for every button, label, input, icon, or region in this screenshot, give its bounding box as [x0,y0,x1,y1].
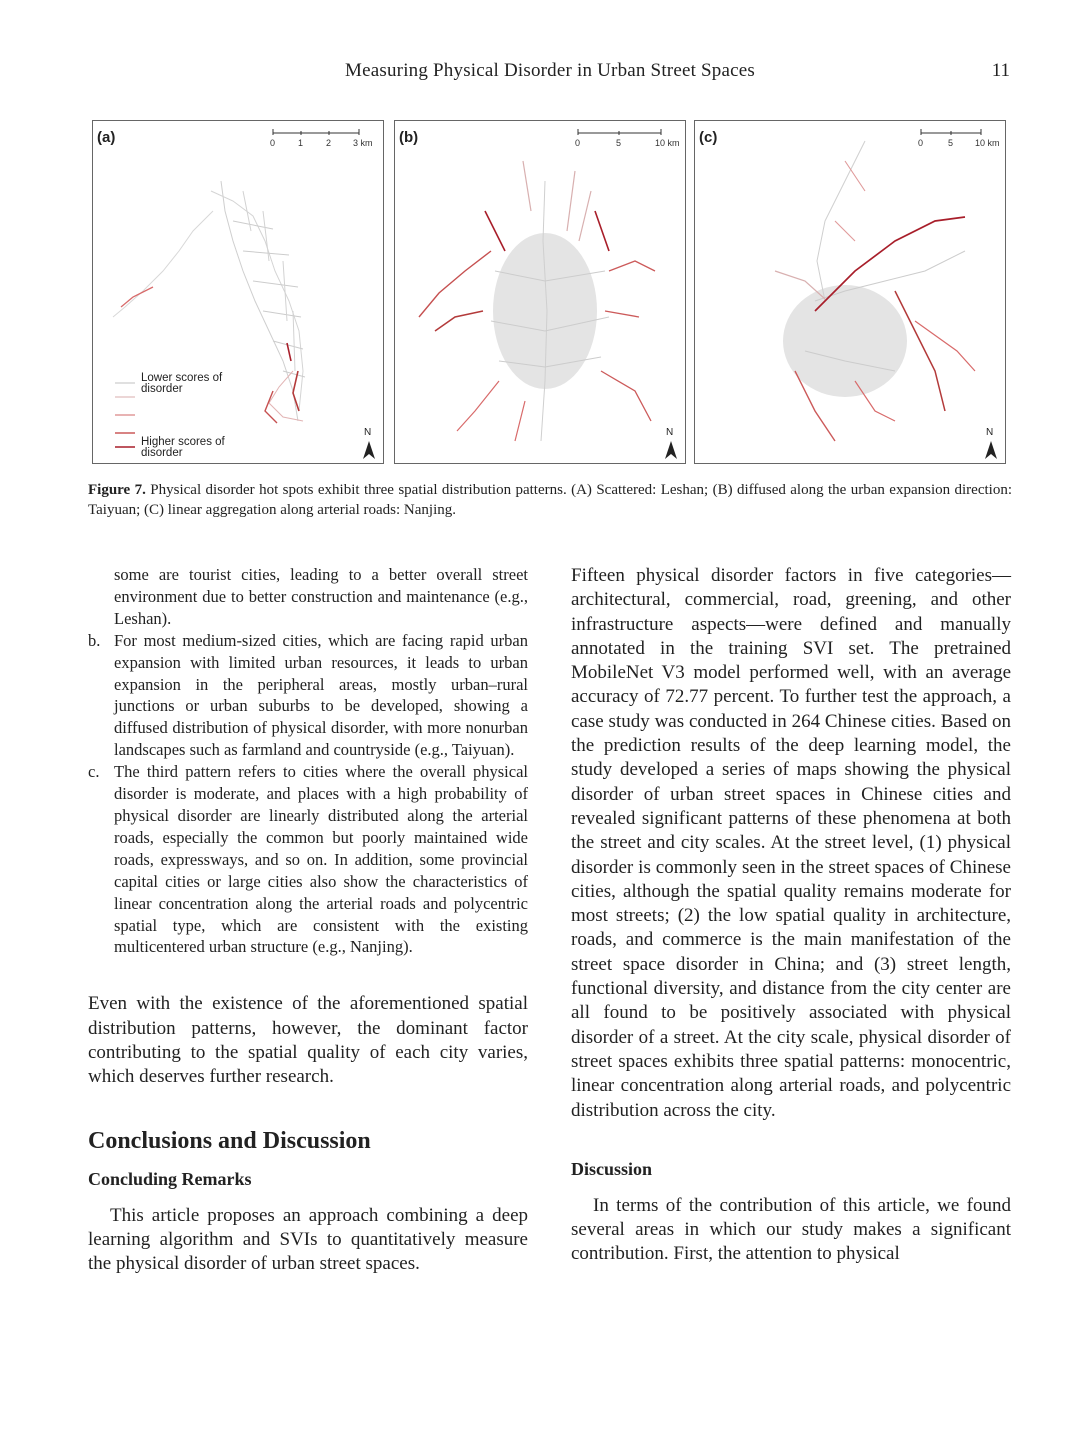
scale-tick-a-3: 3 km [353,138,373,148]
north-arrow-icon [363,427,375,459]
scale-bar-c [921,129,981,135]
list-text-c: The third pattern refers to cities where the overall physical disorder is moderate, and places with a high probability of physical disorder are linearly distributed along the arterial roads, especially the common but poorly maintained wide roads, expressways, and so on. In addition, some provincial capital cities or large cities also show the characteristics of linear concentration along the arterial roads and polycentric spatial type, which are consistent with the existing multicentered urban structure (e.g., Nanjing). [114,762,528,957]
figure-caption-text: Physical disorder hot spots exhibit three spatial distribution patterns. (A) Scattered: Leshan; (B) diffused along the urban expansion direction: Taiyuan; (C) linear aggregation along arterial roads: Nanjing. [88,482,1012,518]
scale-tick-c-1: 5 [948,138,954,148]
map-panel-c [694,120,1006,464]
subheading-concluding-remarks: Concluding Remarks [88,1168,252,1189]
list-item-b [88,630,528,761]
left-column [88,564,528,1276]
figure-caption-label: Figure 7. [88,482,146,498]
north-label-c: N [986,427,994,438]
map-a-drawing [93,121,385,465]
body-paragraph-concluding: This article proposes an approach combining a deep learning algorithm and SVIs to quantitatively measure the physical disorder of urban street spaces. [88,1204,528,1275]
scale-bar-b [578,129,661,135]
right-column [571,564,1011,1267]
scale-tick-a-1: 1 [298,138,304,148]
road-network-c [775,141,975,441]
list-text-b: For most medium-sized cities, which are facing rapid urban expansion with limited urban resources, it leads to urban expansion in the peripheral areas, mostly urban–rural junctions or urban suburbs to be developed, showing a diffused distribution of physical disorder, with more nonurban landscapes such as farmland and countryside (e.g., Taiyuan). [114,630,528,760]
map-c-drawing [695,121,1007,465]
list-item-a-continuation: some are tourist cities, leading to a better overall street environment due to better construction and maintenance (e.g., Leshan). [114,565,528,628]
legend-swatches-a [115,383,135,447]
scale-tick-a-2: 2 [326,138,332,148]
map-b-drawing [395,121,687,465]
panel-label-a: (a) [97,129,116,146]
figure-caption [88,480,1012,520]
map-panel-a [92,120,384,464]
scale-tick-c-2: 10 km [975,138,1000,148]
north-label-a: N [364,427,372,438]
page-number: 11 [991,60,1010,81]
subheading-discussion: Discussion [571,1158,653,1179]
body-paragraph-patterns: Even with the existence of the aforementioned spatial distribution patterns, however, the dominant factor contributing to the spatial quality of each city varies, which deserves further research. [88,993,528,1088]
scale-tick-b-0: 0 [575,138,581,148]
running-title: Measuring Physical Disorder in Urban Street Spaces [345,60,755,81]
list-marker-c: c. [88,762,100,782]
north-arrow-icon [985,427,997,459]
section-heading: Conclusions and Discussion [88,1127,371,1154]
body-paragraph-summary: Fifteen physical disorder factors in five categories—architectural, commercial, road, greening, and other infrastructure aspects—were defined and manually annotated in the training SVI set. The pretrained MobileNet V3 model performed well, with an average accuracy of 72.77 percent. To further test the approach, a case study was conducted in 264 Chinese cities. Based on the prediction results of the deep learning model, the study developed a series of maps showing the physical disorder of urban street spaces in Chinese cities and revealed significant patterns of these phenomena at both the street and city scales. At the street level, (1) physical disorder is commonly seen in the street spaces of Chinese cities, although the spatial quality remains moderate for most streets; (2) the low spatial quality in architecture, roads, and commerce is the main manifestation of the street space disorder in China; and (3) street length, functional diversity, and distance from the city center are all found to be positively associated with physical disorder of a street. At the city scale, physical disorder of street spaces exhibits three spatial patterns: monocentric, linear concentration along arterial roads, and polycentric distribution across the city. [571,565,1011,1121]
panel-label-c: (c) [699,129,718,146]
map-panel-b [394,120,686,464]
north-arrow-icon [665,427,677,459]
running-head [0,60,1080,86]
figure-7 [92,120,1006,468]
legend-high-label: Higher scores of disorder [141,436,225,459]
scale-tick-a-0: 0 [270,138,276,148]
north-label-b: N [666,427,674,438]
list-marker-b: b. [88,630,101,650]
panel-label-b: (b) [399,129,419,146]
scale-bar-a [273,129,359,135]
scale-tick-b-2: 10 km [655,138,680,148]
scale-tick-c-0: 0 [918,138,924,148]
road-network-b [419,161,655,441]
list-item-c [88,761,528,958]
body-paragraph-discussion: In terms of the contribution of this article, we found several areas in which our study makes a significant contribution. First, the attention to physical [571,1194,1011,1265]
legend-low-label: Lower scores of disorder [141,372,223,395]
scale-tick-b-1: 5 [616,138,622,148]
